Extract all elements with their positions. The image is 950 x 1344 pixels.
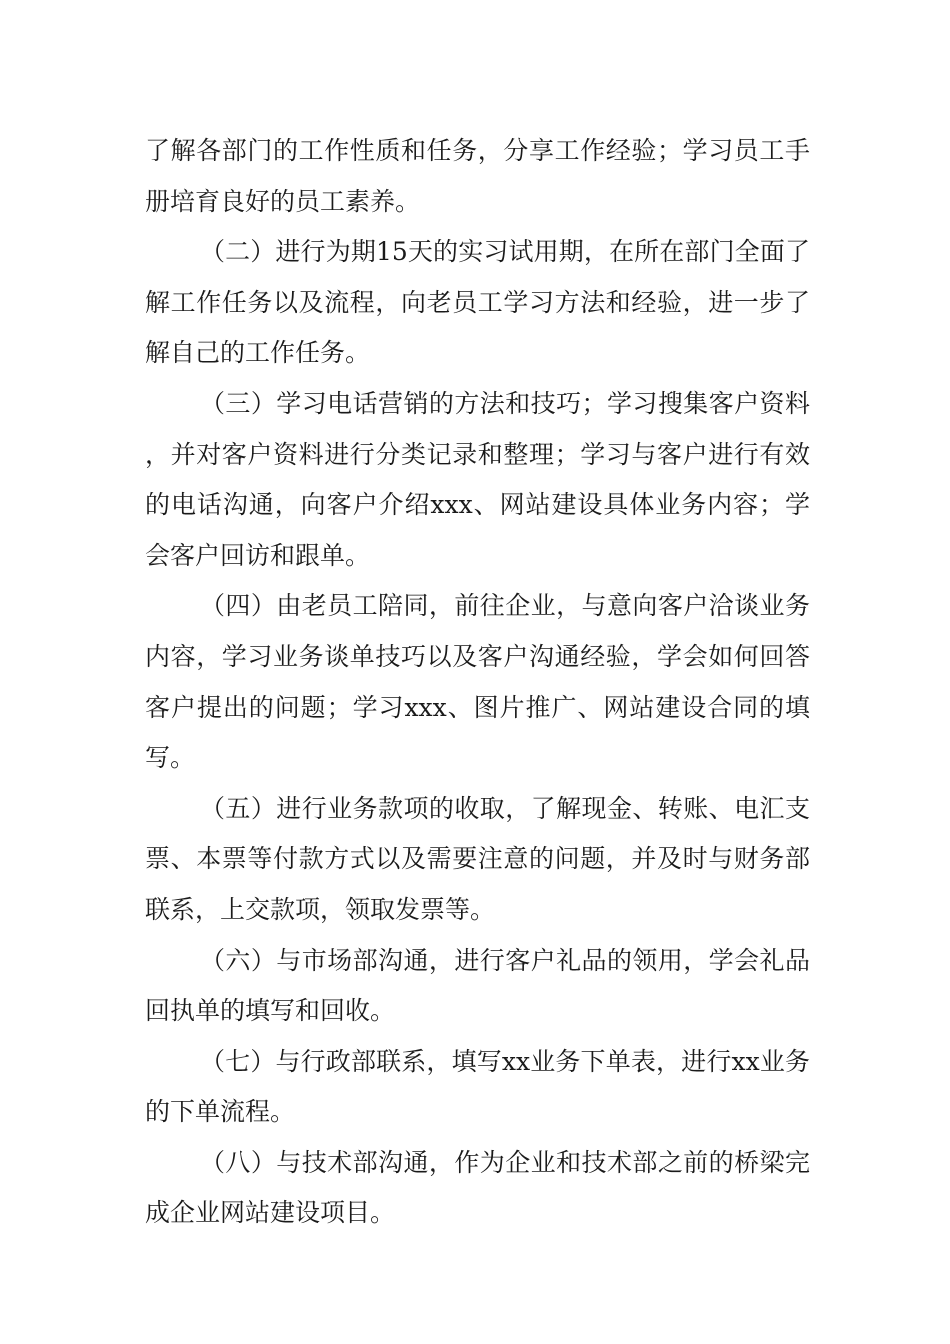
paragraph-item-4: （四）由老员工陪同，前往企业，与意向客户洽谈业务内容，学习业务谈单技巧以及客户沟通经验，学会如何回答客户提出的问题；学习xxx、图片推广、网站建设合同的填写。: [145, 591, 810, 773]
paragraph-item-2: （二）进行为期15天的实习试用期，在所在部门全面了解工作任务以及流程，向老员工学习方法和经验，进一步了解自己的工作任务。: [145, 237, 810, 368]
paragraph-continuation: 了解各部门的工作性质和任务，分享工作经验；学习员工手册培育良好的员工素养。: [145, 136, 810, 216]
paragraph-item-8: （八）与技术部沟通，作为企业和技术部之前的桥梁完成企业网站建设项目。: [145, 1147, 810, 1228]
paragraph-item-6: （六）与市场部沟通，进行客户礼品的领用，学会礼品回执单的填写和回收。: [145, 945, 810, 1026]
paragraph-item-5: （五）进行业务款项的收取，了解现金、转账、电汇支票、本票等付款方式以及需要注意的问题，并及时与财务部联系，上交款项，领取发票等。: [145, 793, 810, 924]
paragraph-item-7: （七）与行政部联系，填写xx业务下单表，进行xx业务的下单流程。: [145, 1046, 810, 1127]
paragraph-item-3: （三）学习电话营销的方法和技巧；学习搜集客户资料，并对客户资料进行分类记录和整理；学习与客户进行有效的电话沟通，向客户介绍xxx、网站建设具体业务内容；学会客户回访和跟单。: [145, 388, 810, 570]
document-body: [145, 126, 810, 1239]
